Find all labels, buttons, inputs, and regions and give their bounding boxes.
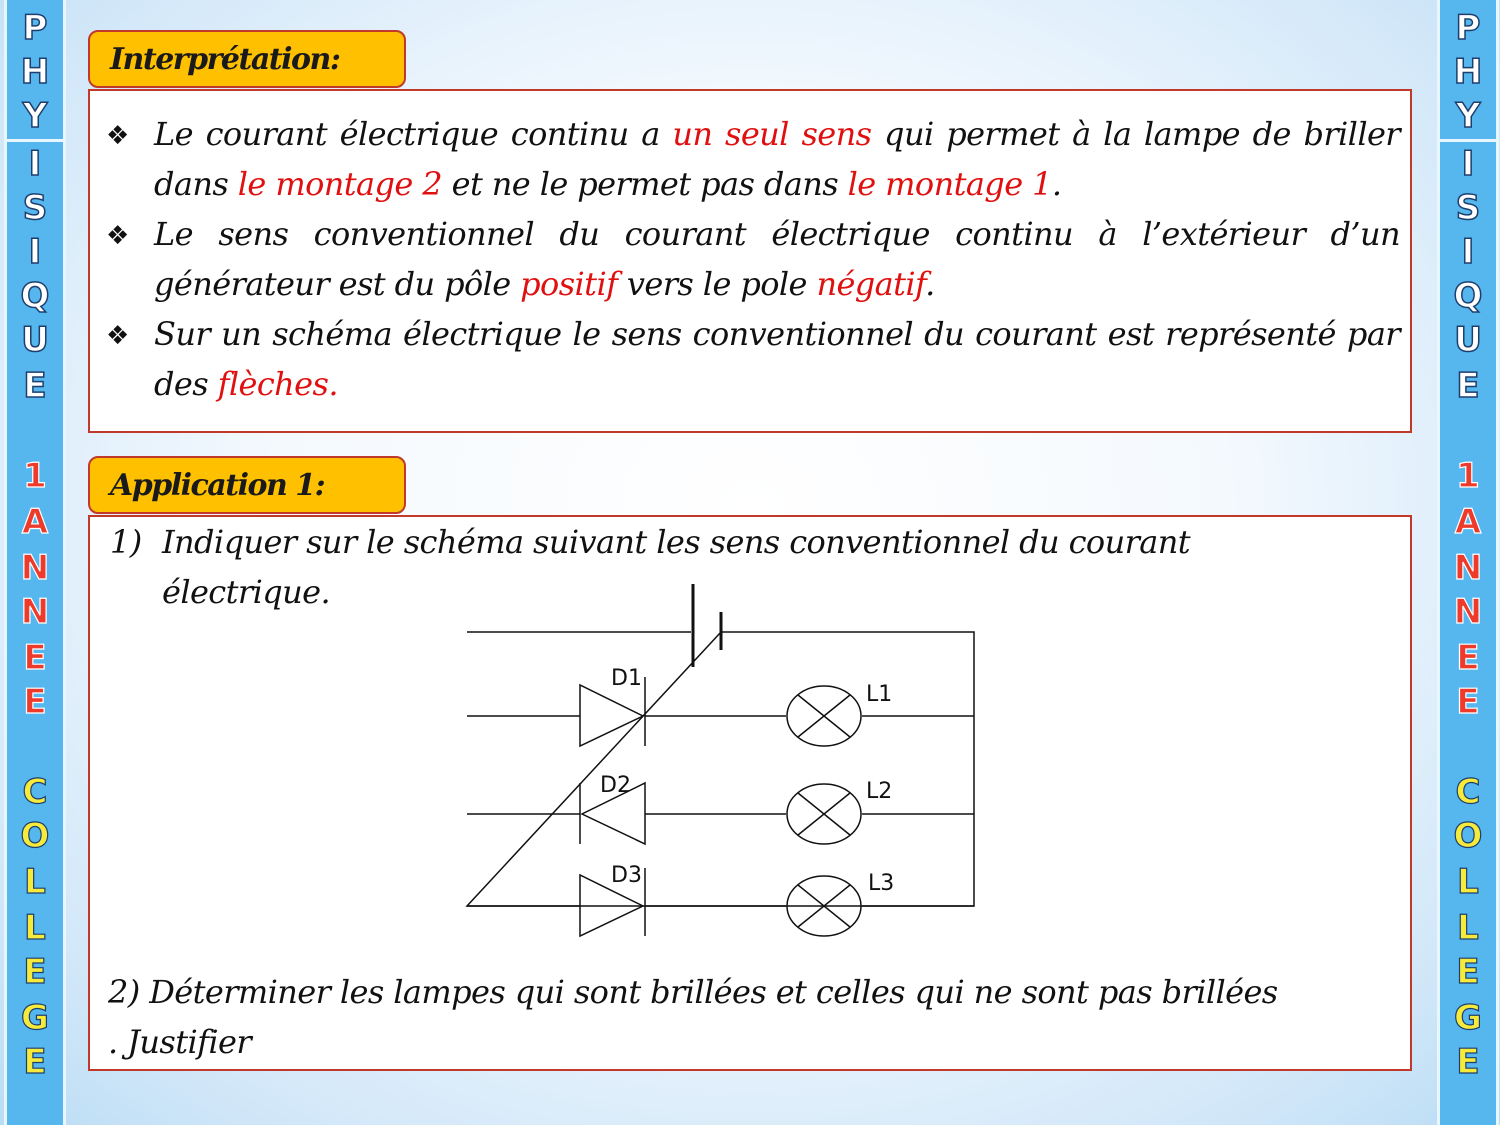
banner-letter: 1 <box>1456 456 1480 496</box>
application-heading: Application 1: <box>88 456 406 514</box>
banner-letter: I <box>1461 232 1475 272</box>
banner-letter: Q <box>1453 276 1483 316</box>
banner-letter: 1 <box>23 456 47 496</box>
banner-letter: L <box>1457 862 1479 902</box>
text-run: Sur un schéma électrique le sens conventionnel du courant est représenté par des <box>154 315 1400 403</box>
highlight-run: le montage 1 <box>847 165 1052 203</box>
banner-letter: H <box>20 52 50 92</box>
banner-letter: L <box>1457 908 1479 948</box>
diamond-bullet-icon: ❖ <box>106 121 130 151</box>
interpretation-heading: Interprétation: <box>88 30 406 88</box>
lamp-label: L3 <box>868 871 895 896</box>
interpretation-bullet-3 <box>154 309 1400 409</box>
banner-letter: U <box>21 320 49 360</box>
banner-letter: E <box>1456 952 1480 992</box>
highlight-run: le montage 2 <box>237 165 443 203</box>
banner-letter: Q <box>20 276 50 316</box>
interpretation-bullet-1 <box>154 109 1400 209</box>
banner-letter: E <box>23 366 47 406</box>
banner-letter: S <box>1455 188 1481 228</box>
banner-letter: C <box>1455 772 1481 812</box>
lamp-label: L1 <box>866 682 893 707</box>
banner-letter: E <box>1456 366 1480 406</box>
banner-letter: O <box>1453 816 1483 856</box>
banner-letter: E <box>1456 1042 1480 1082</box>
banner-letter: E <box>23 638 47 678</box>
banner-letter: L <box>24 908 46 948</box>
text-run: . <box>1051 165 1062 203</box>
banner-letter: E <box>23 952 47 992</box>
banner-letter: I <box>1461 144 1475 184</box>
circuit-wire <box>467 632 974 906</box>
banner-letter: C <box>22 772 48 812</box>
banner-letter: L <box>24 862 46 902</box>
banner-letter: A <box>1454 502 1482 542</box>
text-run: . <box>925 265 935 303</box>
highlight-run: positif <box>520 265 618 303</box>
banner-letter: Y <box>1455 96 1481 136</box>
banner-letter: E <box>23 1042 47 1082</box>
diode-label: D2 <box>600 773 631 798</box>
text-run: Le sens conventionnel du courant électrique continu à l’extérieur d’un générateur est du pôle <box>154 215 1400 303</box>
lamp-l2-icon <box>787 784 861 844</box>
banner-letter: Y <box>22 96 48 136</box>
diamond-bullet-icon: ❖ <box>106 321 130 351</box>
diamond-bullet-icon: ❖ <box>106 221 130 251</box>
interpretation-bullet-2 <box>154 209 1400 309</box>
banner-letter: G <box>21 998 49 1038</box>
highlight-run: flèches. <box>217 365 338 403</box>
banner-letter: N <box>1453 592 1483 632</box>
banner-separator <box>1437 139 1499 142</box>
banner-letter: O <box>20 816 50 856</box>
lamp-l1-icon <box>787 686 861 746</box>
banner-letter: I <box>28 232 42 272</box>
interpretation-box <box>88 89 1412 433</box>
question-1-line-2: électrique. <box>162 573 331 611</box>
banner-letter: E <box>1456 682 1480 722</box>
text-run: vers le pole <box>617 265 817 303</box>
banner-letter: P <box>1455 8 1481 48</box>
question-2-line-1: 2) Déterminer les lampes qui sont brillées et celles qui ne sont pas brillées <box>108 973 1278 1011</box>
text-run: Le courant électrique continu a <box>154 115 673 153</box>
banner-letter: N <box>20 548 50 588</box>
diode-label: D3 <box>611 863 642 888</box>
highlight-run: un seul sens <box>672 115 872 153</box>
banner-letter: E <box>23 682 47 722</box>
right-side-banner <box>1437 0 1499 1125</box>
text-run: qui permet à la lampe de briller dans <box>154 115 1400 203</box>
banner-letter: A <box>21 502 49 542</box>
highlight-run: négatif <box>816 265 926 303</box>
banner-letter: E <box>1456 638 1480 678</box>
application-box <box>88 515 1412 1071</box>
diode-label: D1 <box>611 666 642 691</box>
banner-letter: S <box>22 188 48 228</box>
banner-letter: G <box>1454 998 1482 1038</box>
question-2-line-2: . Justifier <box>108 1023 252 1061</box>
text-run: et ne le permet pas dans <box>442 165 848 203</box>
banner-separator <box>4 139 66 142</box>
question-1-number: 1) <box>110 523 142 561</box>
lamp-label: L2 <box>866 779 893 804</box>
banner-letter: H <box>1453 52 1483 92</box>
banner-letter: U <box>1454 320 1482 360</box>
banner-letter: P <box>22 8 48 48</box>
banner-letter: N <box>20 592 50 632</box>
banner-letter: N <box>1453 548 1483 588</box>
left-side-banner <box>4 0 66 1125</box>
banner-letter: I <box>28 144 42 184</box>
question-1-line-1: Indiquer sur le schéma suivant les sens conventionnel du courant <box>162 523 1191 561</box>
